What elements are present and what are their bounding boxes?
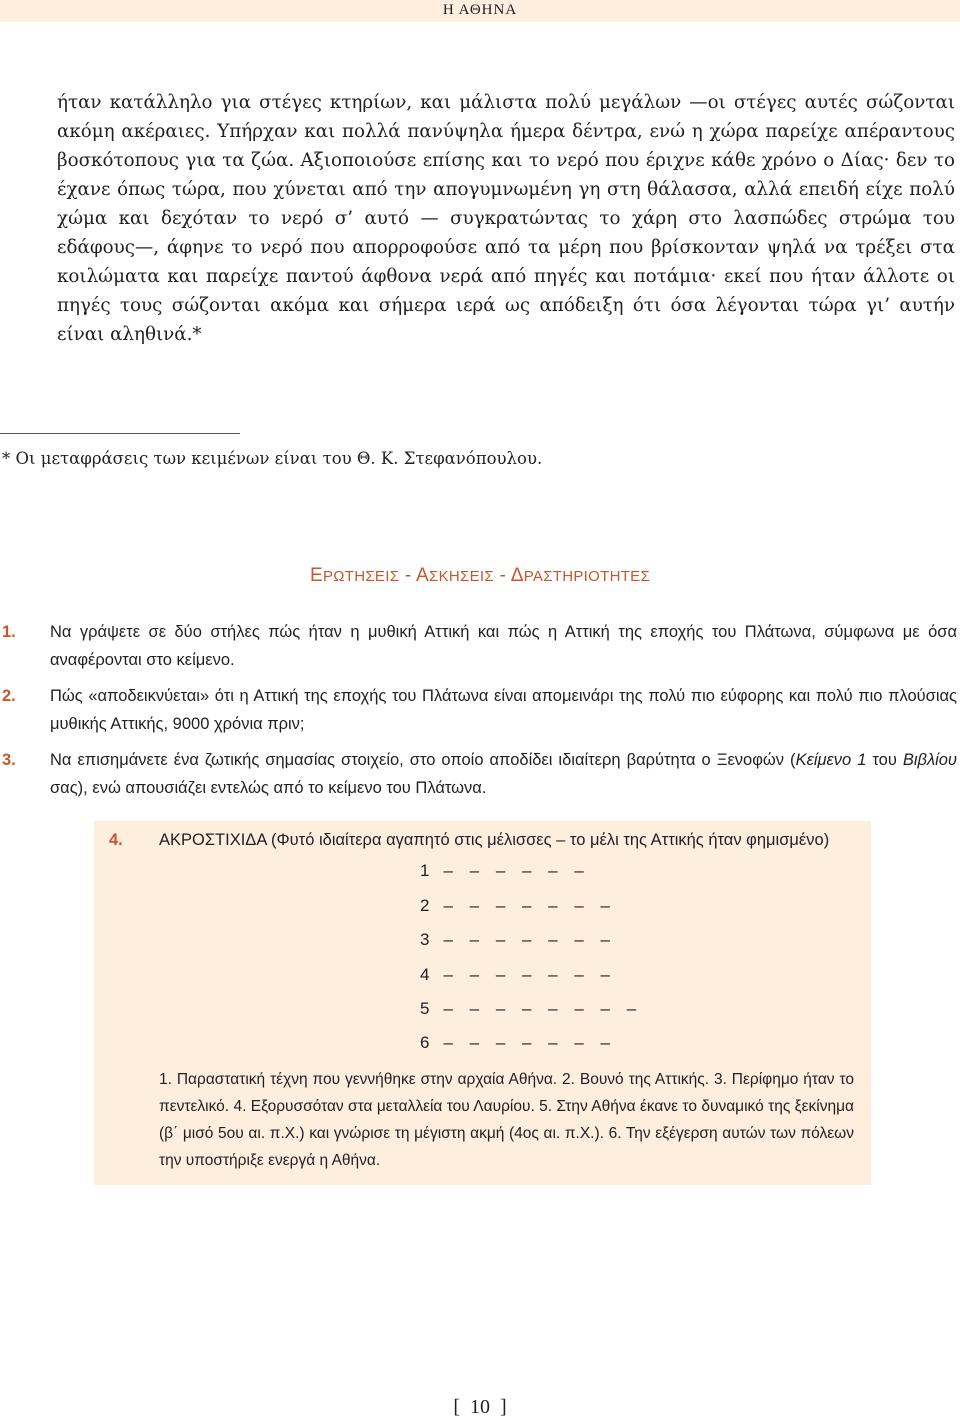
- acrostic-row-1[interactable]: [420, 861, 590, 881]
- question-text-part: σας), ενώ απουσιάζει εντελώς από το κείμενο του Πλάτωνα.: [50, 779, 487, 797]
- acrostic-box: [94, 821, 871, 1185]
- acrostic-row-number: 2: [420, 896, 430, 915]
- question-number: 2.: [2, 687, 16, 705]
- page-bracket-open: [: [453, 1396, 460, 1418]
- section-word3-rest: ΡΑΣΤΗΡΙΟΤΗΤΕΣ: [523, 568, 651, 585]
- question-text: Πώς «αποδεικνύεται» ότι η Αττική της εποχής του Πλάτωνα είναι απομεινάρι της πολύ πιο εύφορης και πολύ πιο πλούσιας μυθικής Αττικής, 9000 χρόνια πριν;: [50, 687, 957, 733]
- acrostic-row-4[interactable]: [420, 965, 616, 985]
- acrostic-blanks[interactable]: – – – – – – –: [443, 896, 616, 915]
- section-word2-rest: ΣΚΗΣΕΙΣ: [429, 568, 494, 585]
- body-paragraph: ήταν κατάλληλο για στέγες κτηρίων, και μάλιστα πολύ μεγάλων —οι στέγες αυτές σώζονται ακόμη ακέραιες. Υπήρχαν και πολλά πανύψηλα ήμερα δέντρα, ενώ η χώρα παρείχε απέραντους βοσκότοπους για τα ζώα. Αξιοποιούσε επίσης και το νερό που έριχνε κάθε χρόνο ο Δίας· δεν το έχανε όπως τώρα, που χύνεται από την απογυμνωμένη γη στη θάλασσα, αλλά επειδή είχε πολύ χώμα και δεχόταν το νερό σ’ αυτό — συγκρατώντας το χάρη στο λασπώδες στρώμα του εδάφους—, άφηνε το νερό που απορροφούσε από τα μέρη που βρίσκονταν ψηλά να τρέξει στα κοιλώματα και παρείχε παντού άφθονα νερά από πηγές και ποτάμια· εκεί που ήταν άλλοτε οι πηγές τους σώζονται ακόμα και σήμερα ιερά ως απόδειξη ότι όσα λέγονται τώρα γι’ αυτήν είναι αληθινά.*: [57, 92, 955, 345]
- question-text: Να γράψετε σε δύο στήλες πώς ήταν η μυθική Αττική και πώς η Αττική της εποχής του Πλάτωνα, σύμφωνα με όσα αναφέρονται στο κείμενο.: [50, 623, 957, 669]
- acrostic-row-3[interactable]: [420, 930, 616, 950]
- page-bracket-close: ]: [500, 1396, 507, 1418]
- section-word2-initial: Α: [416, 565, 430, 586]
- question-2: [0, 682, 957, 738]
- question-number: 3.: [2, 751, 16, 769]
- acrostic-blanks[interactable]: – – – – – – –: [443, 930, 616, 949]
- question-3: [0, 746, 957, 802]
- footnote: * Οι μεταφράσεις των κειμένων είναι του Θ. Κ. Στεφανόπουλου.: [2, 449, 543, 468]
- question-text-italic: Βιβλίου: [902, 751, 958, 769]
- acrostic-blanks[interactable]: – – – – – –: [443, 861, 590, 880]
- question-text-italic: Κείμενο 1: [795, 751, 867, 769]
- acrostic-row-5[interactable]: [420, 999, 642, 1019]
- acrostic-row-number: 5: [420, 999, 430, 1018]
- acrostic-row-6[interactable]: [420, 1033, 616, 1053]
- page-number-value: 10: [470, 1396, 490, 1418]
- question-text-part: του: [866, 751, 903, 769]
- footnote-rule: [0, 433, 240, 434]
- acrostic-blanks[interactable]: – – – – – – –: [443, 965, 616, 984]
- question-text-part: Να επισημάνετε ένα ζωτικής σημασίας στοιχείο, στο οποίο αποδίδει ιδιαίτερη βαρύτητα ο Ξενοφών (: [50, 751, 796, 769]
- page-number: [0, 1396, 960, 1419]
- running-header: Η ΑΘΗΝΑ: [442, 2, 518, 18]
- section-separator: -: [399, 565, 417, 586]
- acrostic-row-number: 3: [420, 930, 430, 949]
- acrostic-row-number: 6: [420, 1033, 430, 1052]
- acrostic-row-number: 1: [420, 861, 430, 880]
- section-word1-rest: ΡΩΤΗΣΕΙΣ: [322, 568, 400, 585]
- acrostic-blanks[interactable]: – – – – – – –: [443, 1033, 616, 1052]
- section-title: [0, 565, 960, 587]
- acrostic-blanks[interactable]: – – – – – – – –: [443, 999, 643, 1018]
- section-word3-initial: Δ: [510, 565, 524, 586]
- question-1: [0, 618, 957, 674]
- question-text: [50, 746, 957, 802]
- section-separator: -: [493, 565, 511, 586]
- section-word1-initial: Ε: [309, 565, 323, 586]
- acrostic-title: ΑΚΡΟΣΤΙΧΙΔΑ (Φυτό ιδιαίτερα αγαπητό στις μέλισσες – το μέλι της Αττικής ήταν φημισμένο): [159, 831, 830, 849]
- acrostic-clues: 1. Παραστατική τέχνη που γεννήθηκε στην αρχαία Αθήνα. 2. Βουνό της Αττικής. 3. Περίφημο ήταν το πεντελικό. 4. Εξορυσσόταν στα μεταλλεία του Λαυρίου. 5. Στην Αθήνα έκανε το δυναμικό της ξεκίνημα (β΄ μισό 5ου αι. π.Χ.) και γνώρισε τη μέγιστη ακμή (4ος αι. π.Χ.). 6. Την εξέγερση αυτών των πόλεων την υποστήριξε ενεργά η Αθήνα.: [159, 1071, 854, 1169]
- acrostic-number: 4.: [109, 831, 123, 849]
- acrostic-row-2[interactable]: [420, 896, 616, 916]
- acrostic-row-number: 4: [420, 965, 430, 984]
- question-number: 1.: [2, 623, 16, 641]
